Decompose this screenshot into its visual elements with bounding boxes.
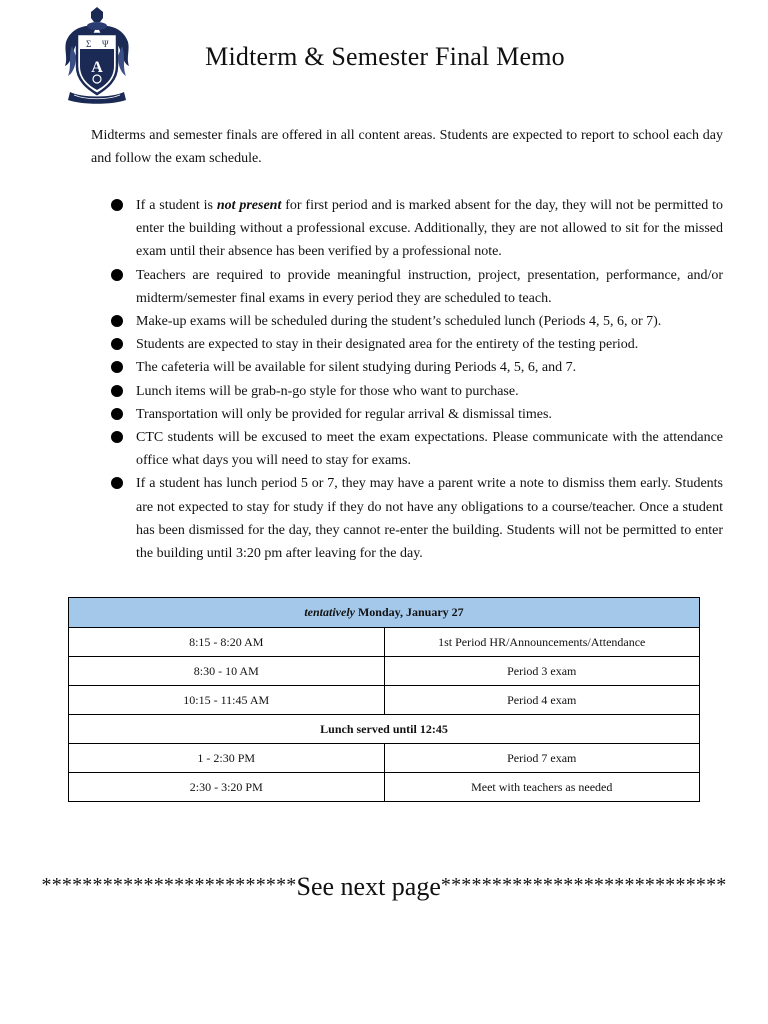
list-item-text: If a student has lunch period 5 or 7, they may have a parent write a note to dismiss them early. Students are not expected to stay for study if they do not have any obligations to a course/teacher. Once a student has been dismissed for the day, they cannot re-enter the building. Students will not be permitted to enter the building until 3:20 pm after leaving for the day.	[136, 476, 723, 562]
bullet-icon	[111, 431, 123, 443]
list-item-text: Transportation will only be provided for regular arrival & dismissal times.	[136, 406, 552, 422]
list-item-text: CTC students will be excused to meet the exam expectations. Please communicate with the attendance office what days you will need to stay for exams.	[136, 430, 723, 469]
bullet-icon	[111, 338, 123, 350]
list-item-text: Students are expected to stay in their designated area for the entirety of the testing period.	[136, 337, 639, 353]
list-item-text: If a student is not present for first period and is marked absent for the day, they will not be permitted to enter the building without a professional excuse. Additionally, they are not allowed to sit for the missed exam until their absence has been verified by a professional note.	[136, 198, 723, 260]
intro-paragraph: Midterms and semester finals are offered in all content areas. Students are expected to report to school each day and follow the exam schedule.	[91, 128, 723, 166]
lunch-row	[69, 715, 700, 744]
stars-left: *************************	[41, 874, 297, 896]
table-row	[69, 686, 700, 715]
list-item	[110, 472, 723, 565]
list-item	[110, 194, 723, 264]
list-item	[110, 333, 723, 356]
lunch-cell: Lunch served until 12:45	[69, 715, 700, 744]
list-item-text: Teachers are required to provide meaningful instruction, project, presentation, performance, and/or midterm/semester final exams in every period they are scheduled to teach.	[136, 267, 723, 306]
list-item	[110, 380, 723, 403]
svg-text:A: A	[91, 59, 103, 76]
page-title: Midterm & Semester Final Memo	[205, 42, 565, 71]
activity-cell: Meet with teachers as needed	[384, 773, 700, 802]
time-cell: 2:30 - 3:20 PM	[69, 773, 385, 802]
activity-cell: Period 7 exam	[384, 744, 700, 773]
time-cell: 8:15 - 8:20 AM	[69, 628, 385, 657]
stars-right: ****************************	[440, 874, 727, 896]
bullet-icon	[111, 361, 123, 373]
list-item	[110, 356, 723, 379]
table-row	[69, 744, 700, 773]
svg-text:Ψ: Ψ	[102, 39, 109, 49]
list-item	[110, 403, 723, 426]
list-item	[110, 426, 723, 472]
policy-list	[110, 194, 723, 565]
bullet-icon	[111, 269, 123, 281]
table-row	[69, 773, 700, 802]
activity-cell: 1st Period HR/Announcements/Attendance	[384, 628, 700, 657]
bullet-icon	[111, 408, 123, 420]
time-cell: 10:15 - 11:45 AM	[69, 686, 385, 715]
list-item-text: The cafeteria will be available for silent studying during Periods 4, 5, 6, and 7.	[136, 360, 577, 376]
list-item-text: Lunch items will be grab-n-go style for those who want to purchase.	[136, 383, 519, 399]
bullet-icon	[111, 477, 123, 489]
activity-cell: Period 3 exam	[384, 657, 700, 686]
time-cell: 1 - 2:30 PM	[69, 744, 385, 773]
bullet-icon	[111, 315, 123, 327]
table-row	[69, 628, 700, 657]
activity-cell: Period 4 exam	[384, 686, 700, 715]
schedule-date-header: tentatively Monday, January 27	[69, 598, 700, 628]
school-crest-icon	[62, 6, 132, 104]
table-row	[69, 657, 700, 686]
bullet-icon	[111, 199, 123, 211]
bullet-icon	[111, 385, 123, 397]
exam-schedule-table	[68, 597, 700, 802]
see-next-page-text: See next page	[296, 872, 441, 901]
list-item	[110, 310, 723, 333]
see-next-page-banner	[30, 872, 738, 902]
table-header-row	[69, 598, 700, 628]
svg-text:Σ: Σ	[86, 39, 92, 49]
list-item	[110, 264, 723, 310]
time-cell: 8:30 - 10 AM	[69, 657, 385, 686]
list-item-text: Make-up exams will be scheduled during the student’s scheduled lunch (Periods 4, 5, 6, or 7).	[136, 314, 662, 330]
